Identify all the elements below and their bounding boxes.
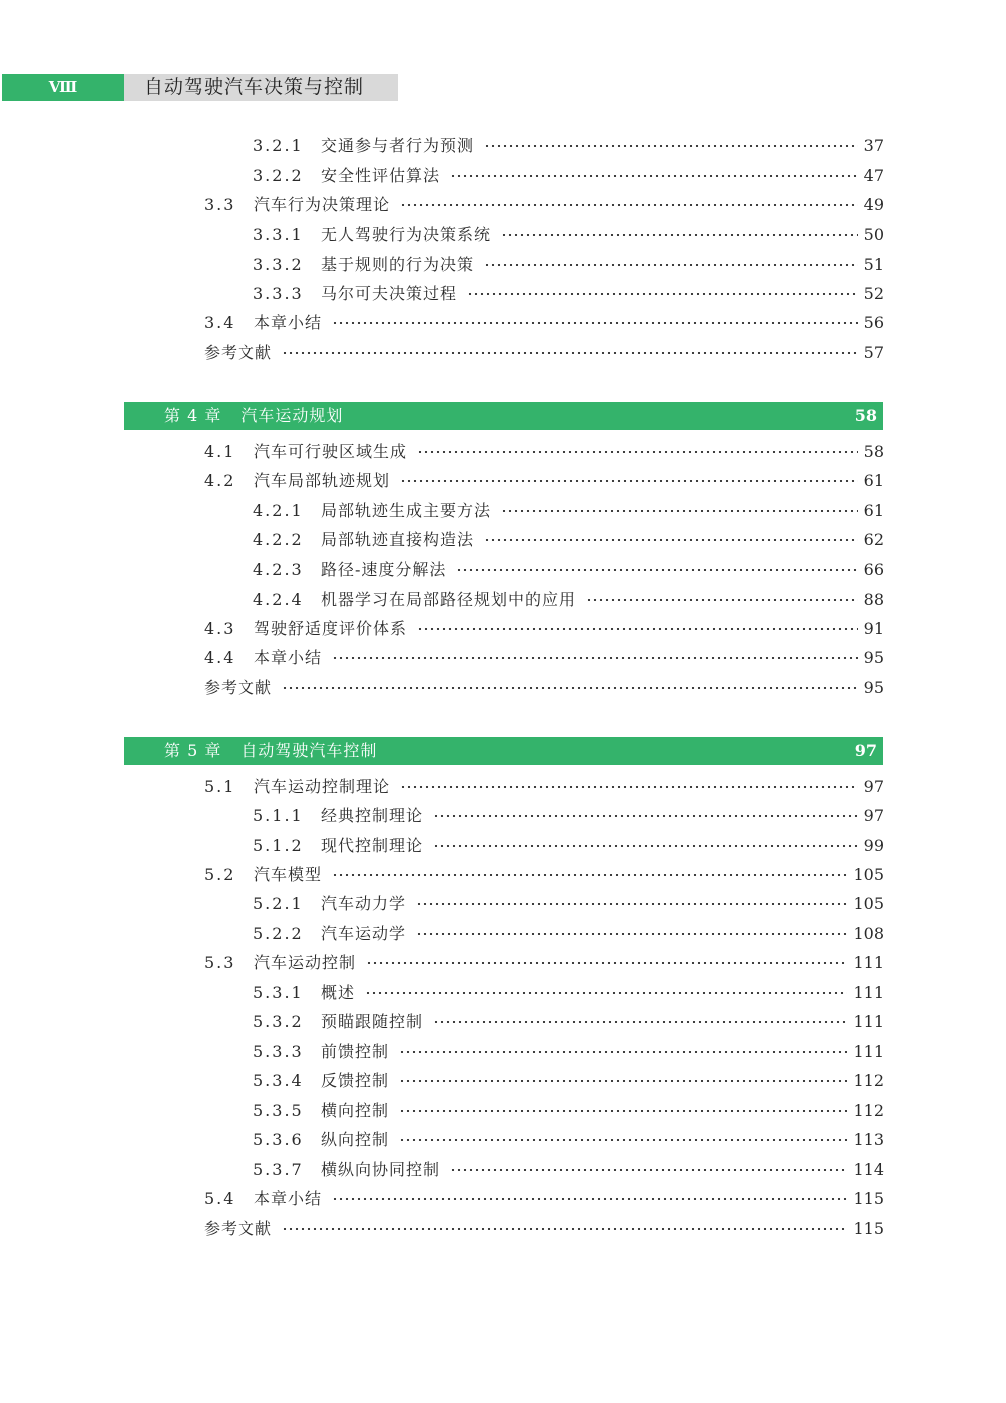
dot-leader (433, 1021, 847, 1023)
entry-page: 111 (853, 983, 884, 1002)
toc-section-entry[interactable] (204, 341, 884, 365)
toc-section-entry[interactable] (204, 646, 884, 670)
entry-title: 本章小结 (254, 1189, 323, 1208)
dot-leader (450, 175, 858, 177)
entry-title: 汽车运动学 (321, 924, 407, 943)
entry-title: 交通参与者行为预测 (321, 136, 475, 155)
entry-number: 5.1 (204, 777, 236, 796)
toc-section-entry[interactable] (204, 311, 884, 335)
entry-number: 5.3.6 (253, 1130, 304, 1149)
dot-leader (399, 1080, 847, 1082)
entry-title: 马尔可夫决策过程 (321, 284, 458, 303)
entry-title: 局部轨迹直接构造法 (321, 530, 475, 549)
entry-title: 本章小结 (254, 313, 323, 332)
dot-leader (484, 539, 858, 541)
entry-page: 111 (853, 1012, 884, 1031)
toc-subsection-entry[interactable] (253, 223, 884, 247)
dot-leader (282, 687, 858, 689)
toc-subsection-entry[interactable] (253, 164, 884, 188)
chapter-title: 汽车运动规划 (241, 406, 344, 425)
chapter-number: 第 4 章 (164, 406, 222, 425)
chapter-number: 第 5 章 (164, 741, 222, 760)
entry-number: 5.2.2 (253, 924, 304, 943)
toc-subsection-entry[interactable] (253, 1158, 884, 1182)
dot-leader (400, 480, 858, 482)
entry-page: 37 (863, 136, 884, 155)
dot-leader (433, 815, 858, 817)
dot-leader (365, 992, 847, 994)
toc-subsection-entry[interactable] (253, 1010, 884, 1034)
entry-number: 4.1 (204, 442, 236, 461)
dot-leader (332, 874, 847, 876)
toc-section-entry[interactable] (204, 469, 884, 493)
dot-leader (433, 845, 858, 847)
toc-section-entry[interactable] (204, 193, 884, 217)
entry-page: 95 (863, 678, 884, 697)
toc-section-entry[interactable] (204, 951, 884, 975)
entry-number: 5.2.1 (253, 894, 304, 913)
toc-subsection-entry[interactable] (253, 981, 884, 1005)
toc-subsection-entry[interactable] (253, 1040, 884, 1064)
entry-title: 预瞄跟随控制 (321, 1012, 424, 1031)
toc-section-entry[interactable] (204, 863, 884, 887)
entry-number: 5.2 (204, 865, 236, 884)
entry-number: 4.2.2 (253, 530, 304, 549)
dot-leader (282, 352, 858, 354)
entry-number: 5.1.1 (253, 806, 304, 825)
book-title: 自动驾驶汽车决策与控制 (124, 74, 398, 101)
entry-title: 参考文献 (204, 1219, 273, 1238)
toc-section-entry[interactable] (204, 440, 884, 464)
entry-title: 现代控制理论 (321, 836, 424, 855)
dot-leader (484, 145, 858, 147)
entry-number: 5.1.2 (253, 836, 304, 855)
entry-number: 5.3.4 (253, 1071, 304, 1090)
entry-page: 105 (853, 894, 884, 913)
entry-page: 52 (863, 284, 884, 303)
dot-leader (399, 1110, 847, 1112)
dot-leader (450, 1169, 847, 1171)
toc-subsection-entry[interactable] (253, 558, 884, 582)
entry-number: 5.3.3 (253, 1042, 304, 1061)
entry-title: 横纵向协同控制 (321, 1160, 441, 1179)
entry-page: 114 (853, 1160, 884, 1179)
entry-page: 112 (853, 1101, 884, 1120)
entry-title: 汽车运动控制 (254, 953, 357, 972)
entry-number: 3.3 (204, 195, 236, 214)
entry-page: 115 (853, 1219, 884, 1238)
entry-title: 横向控制 (321, 1101, 390, 1120)
entry-title: 参考文献 (204, 678, 273, 697)
entry-title: 无人驾驶行为决策系统 (321, 225, 492, 244)
entry-number: 5.3 (204, 953, 236, 972)
entry-number: 3.3.1 (253, 225, 304, 244)
dot-leader (332, 657, 858, 659)
chapter-heading[interactable] (124, 402, 883, 430)
entry-page: 95 (863, 648, 884, 667)
entry-number: 3.2.2 (253, 166, 304, 185)
dot-leader (416, 933, 847, 935)
entry-number: 4.2.3 (253, 560, 304, 579)
page-number-label: Ⅷ (2, 74, 124, 101)
dot-leader (417, 628, 858, 630)
toc-subsection-entry[interactable] (253, 892, 884, 916)
toc-subsection-entry[interactable] (253, 134, 884, 158)
chapter-heading[interactable] (124, 737, 883, 765)
toc-section-entry[interactable] (204, 617, 884, 641)
entry-number: 5.3.2 (253, 1012, 304, 1031)
entry-page: 111 (853, 1042, 884, 1061)
entry-page: 61 (863, 471, 884, 490)
entry-page: 88 (863, 590, 884, 609)
entry-title: 汽车可行驶区域生成 (254, 442, 408, 461)
toc-section-entry[interactable] (204, 1187, 884, 1211)
entry-page: 61 (863, 501, 884, 520)
entry-title: 汽车模型 (254, 865, 323, 884)
toc-subsection-entry[interactable] (253, 499, 884, 523)
entry-page: 66 (863, 560, 884, 579)
toc-section-entry[interactable] (204, 676, 884, 700)
entry-page: 57 (863, 343, 884, 362)
dot-leader (282, 1228, 847, 1230)
entry-title: 汽车动力学 (321, 894, 407, 913)
chapter-title: 自动驾驶汽车控制 (241, 741, 378, 760)
entry-title: 纵向控制 (321, 1130, 390, 1149)
entry-title: 局部轨迹生成主要方法 (321, 501, 492, 520)
dot-leader (417, 451, 858, 453)
toc-section-entry[interactable] (204, 1217, 884, 1241)
dot-leader (501, 510, 858, 512)
dot-leader (332, 322, 858, 324)
entry-page: 58 (863, 442, 884, 461)
entry-title: 汽车局部轨迹规划 (254, 471, 391, 490)
entry-title: 概述 (321, 983, 356, 1002)
entry-title: 汽车行为决策理论 (254, 195, 391, 214)
entry-page: 97 (863, 777, 884, 796)
toc-section-entry[interactable] (204, 775, 884, 799)
entry-page: 112 (853, 1071, 884, 1090)
dot-leader (332, 1198, 847, 1200)
dot-leader (416, 903, 847, 905)
dot-leader (484, 264, 858, 266)
entry-title: 前馈控制 (321, 1042, 390, 1061)
entry-title: 汽车运动控制理论 (254, 777, 391, 796)
entry-title: 经典控制理论 (321, 806, 424, 825)
dot-leader (366, 962, 847, 964)
toc-subsection-entry[interactable] (253, 1128, 884, 1152)
toc-subsection-entry[interactable] (253, 282, 884, 306)
entry-page: 113 (853, 1130, 884, 1149)
dot-leader (501, 234, 858, 236)
entry-page: 49 (863, 195, 884, 214)
toc-subsection-entry[interactable] (253, 834, 884, 858)
entry-number: 4.2.1 (253, 501, 304, 520)
entry-number: 5.4 (204, 1189, 236, 1208)
entry-page: 115 (853, 1189, 884, 1208)
chapter-page: 58 (854, 406, 877, 425)
entry-number: 5.3.5 (253, 1101, 304, 1120)
entry-page: 108 (853, 924, 884, 943)
entry-page: 105 (853, 865, 884, 884)
entry-number: 3.3.3 (253, 284, 304, 303)
entry-title: 反馈控制 (321, 1071, 390, 1090)
entry-title: 本章小结 (254, 648, 323, 667)
dot-leader (400, 786, 858, 788)
entry-number: 4.2.4 (253, 590, 304, 609)
entry-page: 91 (863, 619, 884, 638)
entry-number: 3.3.2 (253, 255, 304, 274)
toc-subsection-entry[interactable] (253, 804, 884, 828)
entry-number: 5.3.7 (253, 1160, 304, 1179)
toc-subsection-entry[interactable] (253, 1099, 884, 1123)
entry-page: 99 (863, 836, 884, 855)
toc-subsection-entry[interactable] (253, 1069, 884, 1093)
entry-number: 4.4 (204, 648, 236, 667)
entry-title: 参考文献 (204, 343, 273, 362)
toc-subsection-entry[interactable] (253, 253, 884, 277)
entry-number: 3.4 (204, 313, 236, 332)
entry-number: 4.2 (204, 471, 236, 490)
dot-leader (456, 569, 857, 571)
chapter-page: 97 (854, 741, 877, 760)
entry-page: 50 (863, 225, 884, 244)
entry-title: 安全性评估算法 (321, 166, 441, 185)
entry-title: 机器学习在局部路径规划中的应用 (321, 590, 577, 609)
dot-leader (399, 1139, 847, 1141)
entry-page: 47 (863, 166, 884, 185)
dot-leader (586, 599, 858, 601)
entry-page: 56 (863, 313, 884, 332)
entry-page: 97 (863, 806, 884, 825)
dot-leader (467, 293, 858, 295)
entry-title: 路径-速度分解法 (321, 560, 447, 579)
toc-subsection-entry[interactable] (253, 528, 884, 552)
entry-page: 62 (863, 530, 884, 549)
toc-subsection-entry[interactable] (253, 922, 884, 946)
dot-leader (399, 1051, 847, 1053)
entry-number: 3.2.1 (253, 136, 304, 155)
toc-subsection-entry[interactable] (253, 588, 884, 612)
entry-number: 4.3 (204, 619, 236, 638)
entry-number: 5.3.1 (253, 983, 304, 1002)
entry-title: 基于规则的行为决策 (321, 255, 475, 274)
entry-title: 驾驶舒适度评价体系 (254, 619, 408, 638)
entry-page: 51 (863, 255, 884, 274)
dot-leader (400, 204, 858, 206)
entry-page: 111 (853, 953, 884, 972)
